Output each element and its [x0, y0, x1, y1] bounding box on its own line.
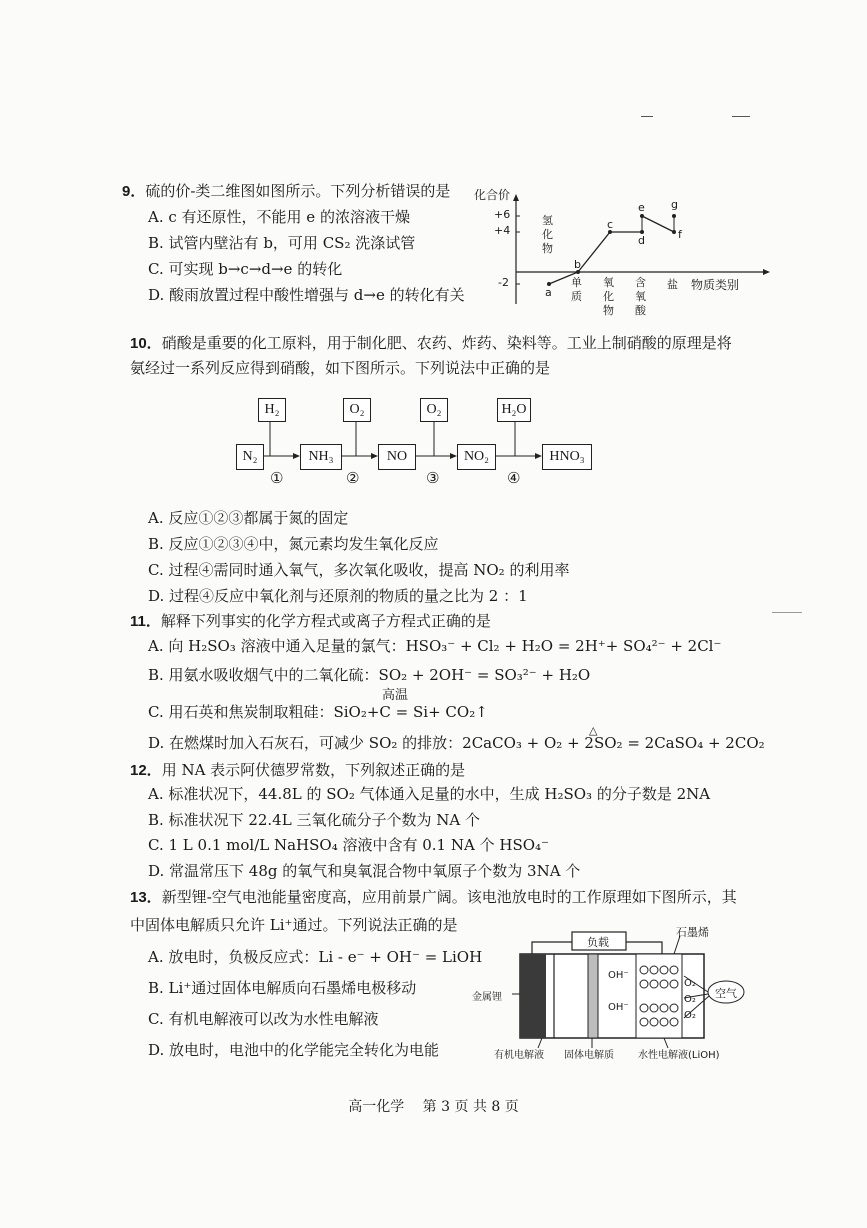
q10-number: 10． [130, 335, 162, 352]
step-label-3: ③ [426, 469, 440, 487]
point-label-d: d [638, 234, 645, 247]
metal-li-label: 金属锂 [472, 992, 502, 1003]
metal-li-electrode [520, 954, 546, 1038]
page-footer: 高一化学 第 3 页 共 8 页 [348, 1099, 519, 1115]
o2-label-1: O₂ [684, 978, 696, 989]
o2-label-2: O₂ [684, 994, 696, 1005]
scan-mark [732, 116, 750, 117]
input-box-o2-a: O₂ [343, 398, 371, 422]
x-cat-oxide: 氧化物 [603, 276, 614, 317]
q9-stem [122, 181, 450, 202]
q12-number: 12． [130, 762, 162, 779]
valence-chart-svg [470, 186, 770, 316]
q10-option-d: D. 过程④反应中氧化剂与还原剂的物质的量之比为 2 ：1 [148, 587, 528, 605]
q10-option-a: A. 反应①②③都属于氮的固定 [148, 509, 349, 527]
solid-electrolyte [588, 954, 598, 1038]
graphene-label: 石墨烯 [676, 926, 709, 939]
q11-condition-heat: △ [589, 724, 598, 737]
step-label-1: ① [270, 469, 284, 487]
arrow-3-head [450, 453, 457, 459]
aqueous-label: 水性电解液(LiOH) [638, 1050, 720, 1061]
q9-option-d: D. 酸雨放置过程中酸性增强与 d→e 的转化有关 [148, 286, 465, 304]
q10-stem-line1 [130, 333, 732, 354]
x-axis-title: 物质类别 [691, 278, 740, 292]
q12-stem-text: 用 NA 表示阿伏德罗常数，下列叙述正确的是 [161, 761, 466, 779]
q13-option-d: D. 放电时，电池中的化学能完全转化为电能 [148, 1041, 440, 1059]
o2-label-3: O₂ [684, 1010, 696, 1021]
y-tick-label-minus2: -2 [498, 276, 509, 289]
wire-right [626, 942, 662, 954]
load-label: 负载 [587, 936, 609, 949]
point-label-c: c [607, 218, 614, 231]
q11-number: 11． [130, 613, 161, 630]
q9-option-b: B. 试管内壁沾有 b，可用 CS₂ 洗涤试管 [148, 234, 416, 252]
q13-number: 13． [130, 889, 162, 906]
point-label-g: g [671, 198, 678, 211]
q11-option-c: C. 用石英和焦炭制取粗硅：SiO₂+C = Si+ CO₂↑ [148, 703, 488, 721]
arrow-2-head [371, 453, 378, 459]
q11-option-d: D. 在燃煤时加入石灰石，可减少 SO₂ 的排放：2CaCO₃ + O₂ + 2SO₂ = 2CaSO₄ + 2CO₂ [148, 734, 765, 752]
q9-number: 9． [122, 183, 146, 200]
point-label-a: a [545, 286, 552, 299]
q13-stem-line1 [130, 887, 737, 908]
q13-option-b: B. Li⁺通过固体电解质向石墨烯电极移动 [148, 979, 417, 997]
wire-left [532, 942, 572, 954]
input-box-o2-b: O₂ [420, 398, 448, 422]
q13-stem-text1: 新型锂-空气电池能量密度高，应用前景广阔。该电池放电时的工作原理如下图所示，其 [161, 888, 737, 906]
organic-label: 有机电解液 [494, 1050, 544, 1061]
species-box-no2: NO₂ [457, 444, 496, 470]
q10-stem-line2: 氨经过一系列反应得到硝酸，如下图所示。下列说法中正确的是 [130, 359, 551, 377]
arrow-1-head [293, 453, 300, 459]
species-box-hno3: HNO₃ [542, 444, 592, 470]
nitric-acid-flow-diagram [228, 392, 608, 492]
y-tick-label-plus4: +4 [494, 224, 511, 237]
species-box-n2: N₂ [236, 444, 264, 470]
species-box-no: NO [378, 444, 416, 470]
point-label-e: e [638, 201, 645, 214]
y-axis-title: 化合价 [474, 188, 511, 202]
point-f [672, 230, 676, 234]
oh-label-2: OH⁻ [608, 1002, 629, 1013]
q10-option-c: C. 过程④需同时通入氧气，多次氧化吸收，提高 NO₂ 的利用率 [148, 561, 570, 579]
oh-label-1: OH⁻ [608, 970, 629, 981]
q12-option-a: A. 标准状况下，44.8L 的 SO₂ 气体通入足量的水中，生成 H₂SO₃ 的分子数是 2NA [148, 785, 711, 803]
q13-option-c: C. 有机电解液可以改为水性电解液 [148, 1010, 379, 1028]
q11-option-a: A. 向 H₂SO₃ 溶液中通入足量的氯气：HSO₃⁻ + Cl₂ + H₂O = 2H⁺+ SO₄²⁻ + 2Cl⁻ [148, 637, 722, 655]
q12-option-c: C. 1 L 0.1 mol/L NaHSO₄ 溶液中含有 0.1 NA 个 HSO₄⁻ [148, 836, 549, 854]
x-cat-element: 单质 [571, 276, 582, 303]
q13-stem-line2: 中固体电解质只允许 Li⁺通过。下列说法正确的是 [130, 916, 458, 934]
q12-stem [130, 760, 465, 781]
q13-option-a: A. 放电时，负极反应式：Li - e⁻ + OH⁻ = LiOH [148, 948, 483, 966]
q11-condition-high-temp: 高温 [382, 688, 409, 703]
series-line-a-d [549, 232, 642, 284]
air-label: 空气 [715, 987, 737, 1000]
li-air-battery-diagram [468, 914, 758, 1064]
species-box-nh3: NH₃ [300, 444, 342, 470]
arrow-4-head [535, 453, 542, 459]
q12-option-b: B. 标准状况下 22.4L 三氧化硫分子个数为 NA 个 [148, 811, 480, 829]
q10-stem-text1: 硝酸是重要的化工原料，用于制化肥、农药、炸药、染料等。工业上制硝酸的原理是将 [161, 334, 732, 352]
input-box-h2o: H₂O [497, 398, 531, 422]
q9-option-a: A. c 有还原性，不能用 e 的浓溶液干燥 [148, 208, 410, 226]
x-cat-hydride: 氢化物 [542, 214, 553, 255]
x-cat-oxyacid: 含氧酸 [635, 276, 646, 317]
series-line-e-f [642, 216, 674, 232]
q12-option-d: D. 常温常压下 48g 的氧气和臭氧混合物中氧原子个数为 3NA 个 [148, 862, 581, 880]
q11-option-b: B. 用氨水吸收烟气中的二氧化硫：SO₂ + 2OH⁻ = SO₃²⁻ + H₂O [148, 666, 591, 684]
q11-stem [130, 611, 491, 632]
x-cat-salt: 盐 [667, 278, 678, 291]
input-box-h2: H₂ [258, 398, 286, 422]
point-label-b: b [574, 258, 581, 271]
valence-class-chart [470, 186, 770, 316]
scan-mark [641, 116, 653, 117]
step-label-4: ④ [507, 469, 521, 487]
q9-option-c: C. 可实现 b→c→d→e 的转化 [148, 260, 343, 278]
q9-stem-text: 硫的价-类二维图如图所示。下列分析错误的是 [145, 182, 451, 200]
q10-option-b: B. 反应①②③④中，氮元素均发生氧化反应 [148, 535, 439, 553]
point-g [672, 214, 676, 218]
x-axis-arrow [763, 269, 770, 275]
point-e [640, 214, 644, 218]
step-label-2: ② [346, 469, 360, 487]
scan-mark [772, 612, 802, 613]
y-axis-arrow [513, 194, 519, 201]
y-tick-label-plus6: +6 [494, 208, 511, 221]
point-label-f: f [678, 228, 682, 241]
q11-stem-text: 解释下列事实的化学方程式或离子方程式正确的是 [160, 612, 491, 630]
solid-label: 固体电解质 [564, 1050, 614, 1061]
